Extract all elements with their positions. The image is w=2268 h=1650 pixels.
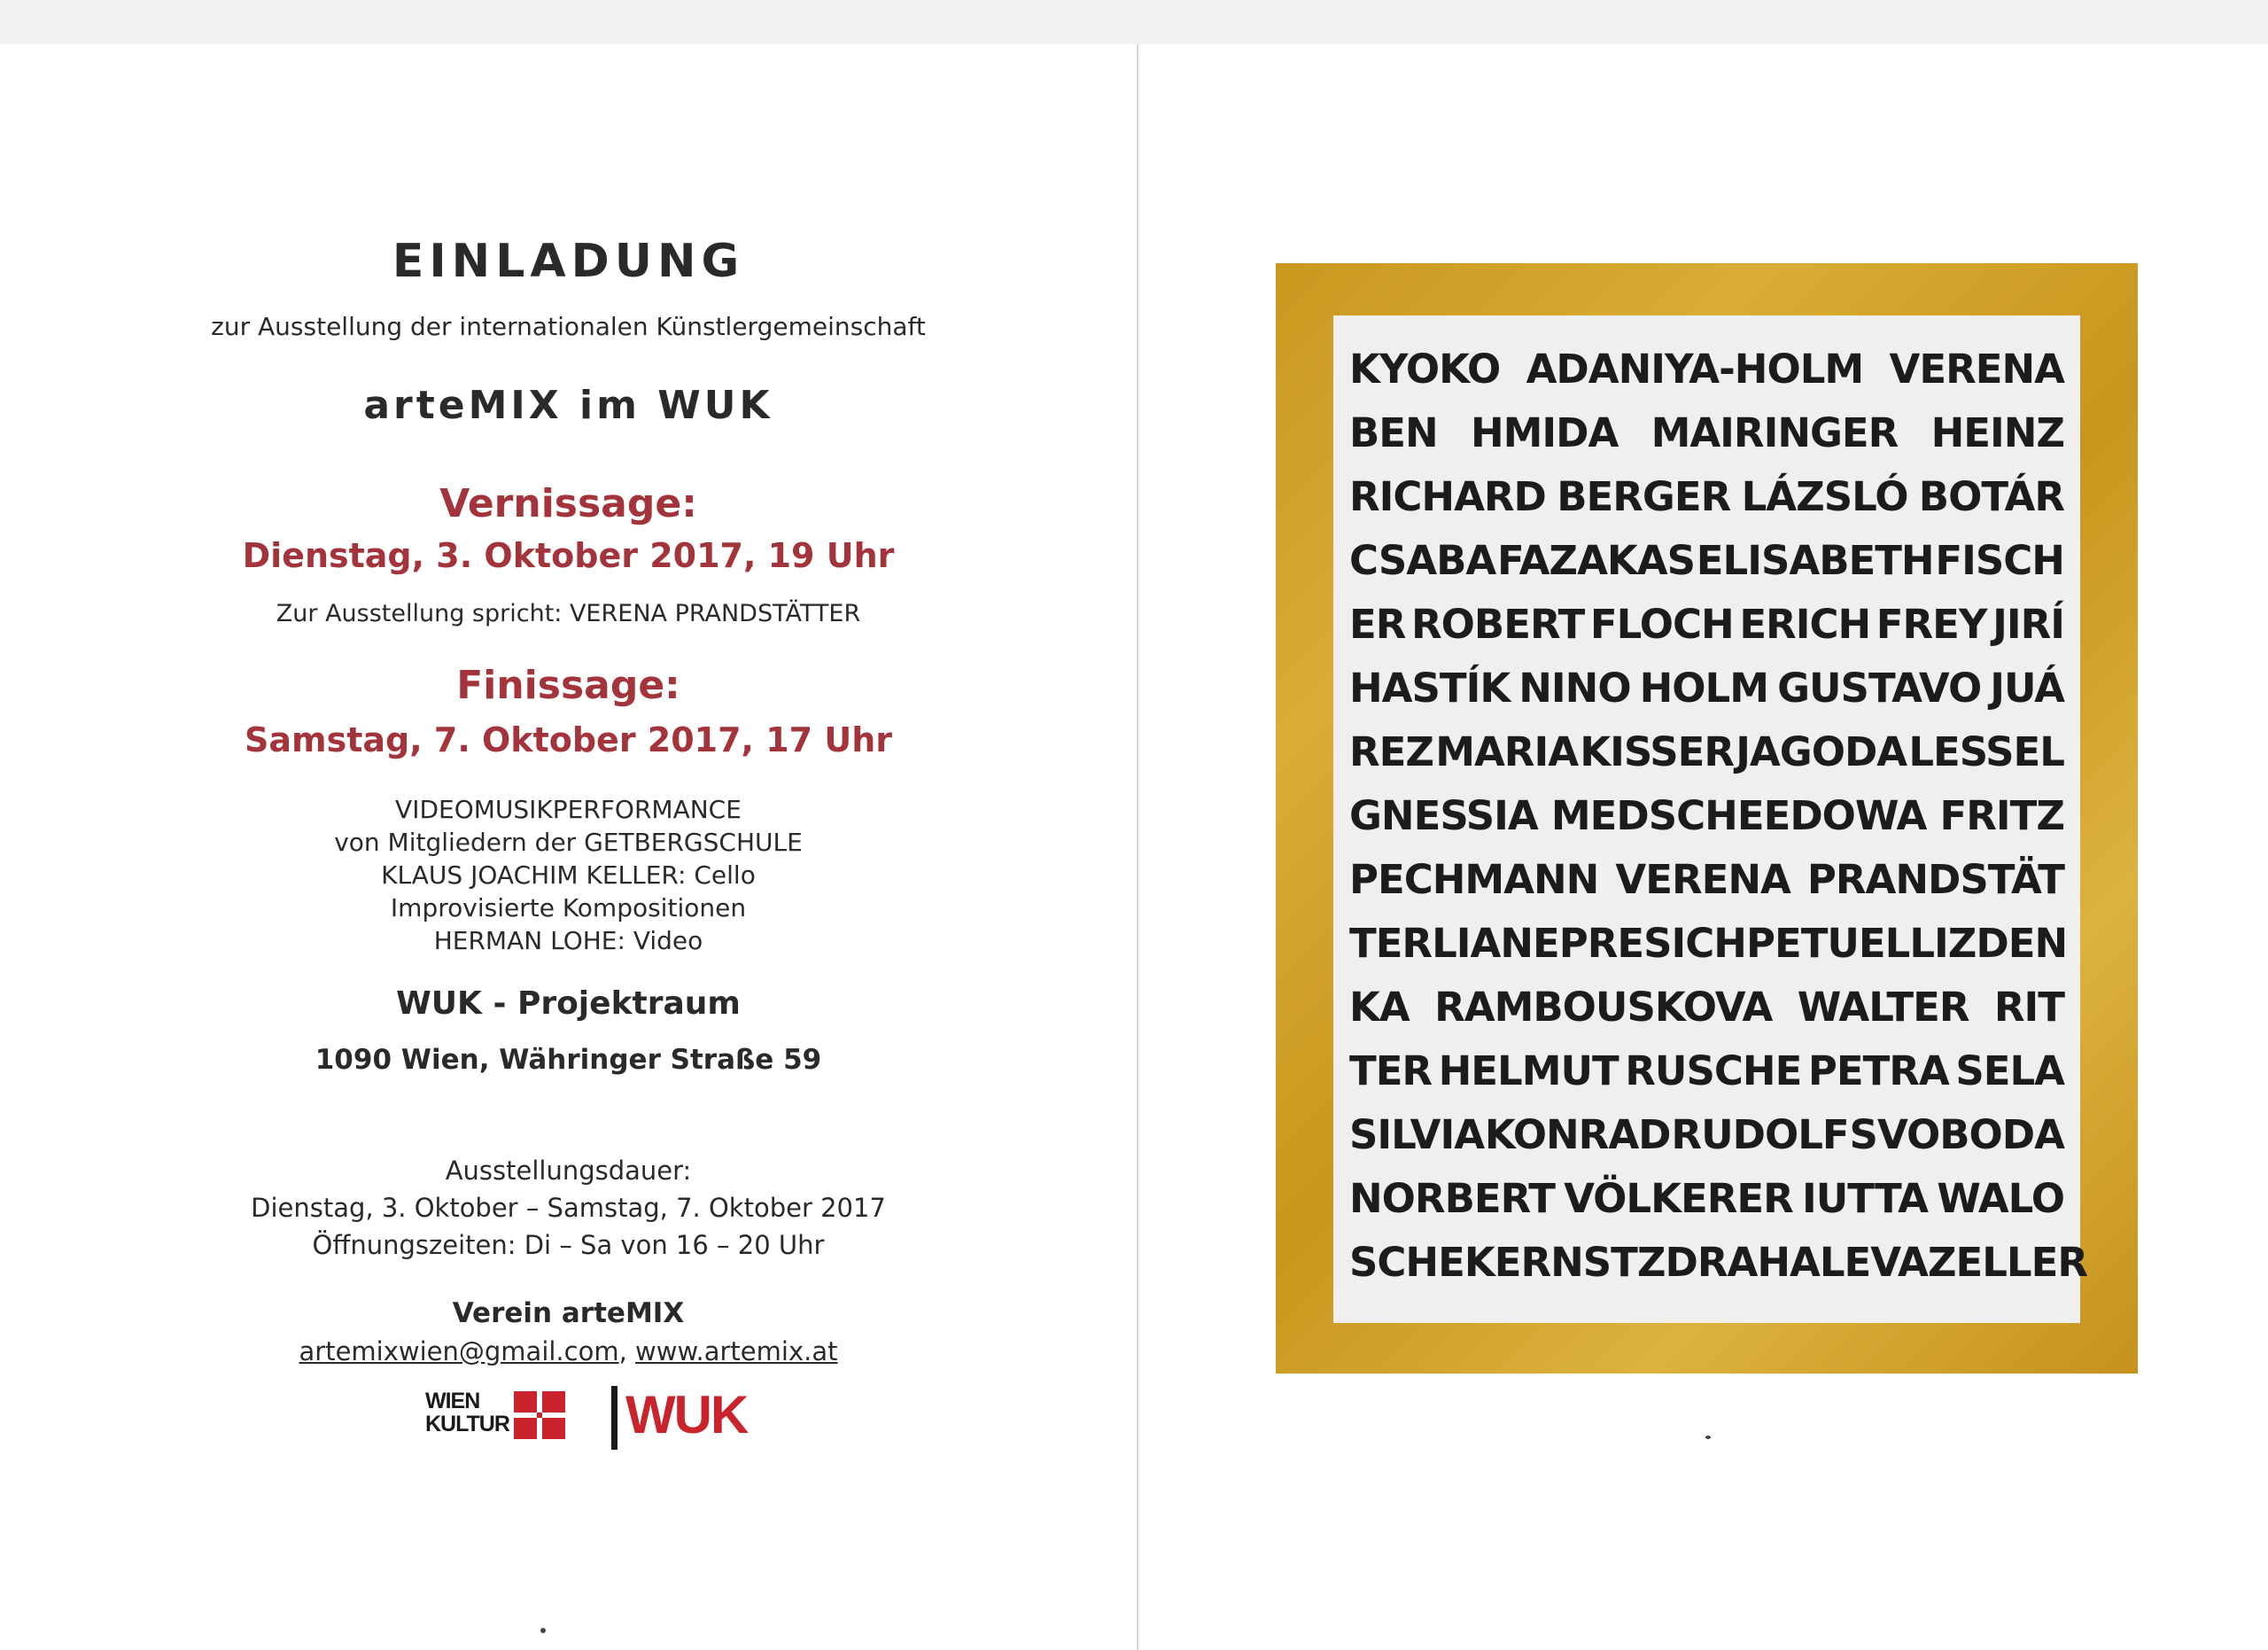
artists-line-text	[1349, 1047, 2064, 1094]
finissage-label: Finissage:	[456, 663, 680, 708]
scan-speck	[1705, 1436, 1711, 1439]
performance-line: VIDEOMUSIKPERFORMANCE	[395, 795, 742, 824]
scan-background	[0, 0, 2268, 44]
artists-line	[1349, 409, 2064, 456]
website-link[interactable]: www.artemix.at	[635, 1336, 838, 1366]
artists-line	[1349, 728, 2064, 775]
artist-word: PECHMANN	[1349, 856, 1599, 903]
artist-word: LÁZSLÓ	[1741, 473, 1908, 520]
artist-word: GUSTAVO	[1777, 665, 1982, 712]
finissage-date: Samstag, 7. Oktober 2017, 17 Uhr	[245, 720, 892, 759]
artists-line	[1349, 920, 2068, 967]
artists-line-text	[1349, 792, 2064, 839]
email-link[interactable]: artemixwien@gmail.com	[299, 1336, 619, 1366]
artists-line	[1349, 856, 2064, 903]
artist-word: JUÁ	[1990, 665, 2064, 712]
artist-word: VERENA	[1889, 346, 2064, 393]
artist-word: LESSEL	[1908, 728, 2064, 775]
duration-dates: Dienstag, 3. Oktober – Samstag, 7. Oktober 2017	[251, 1193, 886, 1223]
artist-word: RICHARD	[1349, 473, 1546, 520]
performance-line: Improvisierte Kompositionen	[390, 893, 747, 922]
artist-word: JAGODA	[1736, 728, 1907, 775]
artist-word: NORBERT	[1349, 1175, 1555, 1222]
contact-separator: ,	[618, 1336, 636, 1366]
artists-line	[1349, 346, 2064, 393]
association-name: Verein arteMIX	[452, 1297, 685, 1329]
scan-speck	[540, 1628, 546, 1633]
artist-word: RUDOLF	[1671, 1111, 1849, 1158]
artist-word: HELMUT	[1438, 1047, 1619, 1094]
artist-word: JIRÍ	[1992, 601, 2064, 648]
exhibition-duration	[0, 1152, 1137, 1264]
artist-word: ROBERT	[1411, 601, 1585, 648]
artist-word: BOTÁR	[1918, 473, 2064, 520]
artists-line	[1349, 1047, 2064, 1094]
artist-word: VÖLKERER	[1564, 1175, 1793, 1222]
artist-word: FISCH	[1935, 537, 2064, 584]
artist-word: NINO	[1518, 665, 1631, 712]
artist-word: ZDRAHAL	[1636, 1239, 1845, 1286]
artist-word: WALTER	[1797, 984, 1969, 1031]
artist-word: LIANE	[1432, 920, 1559, 967]
performance-info	[0, 793, 1137, 957]
invitation-title: EINLADUNG	[392, 235, 745, 288]
artist-word: IUTTA	[1801, 1175, 1929, 1222]
performance-line: von Mitgliedern der GETBERGSCHULE	[334, 828, 803, 857]
artists-line	[1349, 984, 2064, 1031]
artist-word: VERENA	[1615, 856, 1790, 903]
artist-word: PETRA	[1807, 1047, 1949, 1094]
artists-line-text	[1349, 473, 2064, 520]
artist-word: RIT	[1993, 984, 2064, 1031]
artist-word: FLOCH	[1589, 601, 1734, 648]
artist-word: FREY	[1876, 601, 1987, 648]
artist-word: PRESICH	[1558, 920, 1746, 967]
artist-word: GNESSIA	[1349, 792, 1538, 839]
artist-word: HASTÍK	[1349, 665, 1511, 712]
artists-line-text	[1349, 346, 2064, 393]
artist-word: HOLM	[1639, 665, 1769, 712]
artist-word: TER	[1349, 1047, 1433, 1094]
artist-word: RUSCHE	[1625, 1047, 1802, 1094]
artist-word: KISSER	[1580, 728, 1735, 775]
artists-line-text	[1349, 856, 2064, 903]
artist-word: KONRAD	[1484, 1111, 1671, 1158]
artists-line	[1349, 537, 2064, 584]
group-name: arteMIX im WUK	[363, 383, 773, 428]
venue-address: 1090 Wien, Währinger Straße 59	[315, 1044, 822, 1076]
artist-word: REZ	[1349, 728, 1434, 775]
speaker-line: Zur Ausstellung spricht: VERENA PRANDSTÄTTER	[276, 600, 861, 627]
artists-line-text	[1349, 984, 2064, 1031]
opening-hours: Öffnungszeiten: Di – Sa von 16 – 20 Uhr	[312, 1230, 825, 1260]
artist-word: MAIRINGER	[1651, 409, 1899, 456]
artists-line-text	[1349, 728, 2064, 775]
artist-word: RAMBOUSKOVA	[1434, 984, 1773, 1031]
artists-line	[1349, 792, 2064, 839]
artists-line	[1349, 601, 2064, 648]
artists-line-text	[1349, 1111, 2064, 1158]
performance-line: KLAUS JOACHIM KELLER: Cello	[381, 860, 756, 890]
artist-word: TER	[1349, 920, 1433, 967]
vernissage-date: Dienstag, 3. Oktober 2017, 19 Uhr	[242, 536, 895, 575]
artist-word: BERGER	[1557, 473, 1731, 520]
artists-line-text	[1349, 1239, 2087, 1286]
duration-label: Ausstellungsdauer:	[445, 1156, 692, 1186]
artists-line	[1349, 665, 2064, 712]
artist-word: ELISABETH	[1696, 537, 1934, 584]
invitation-subtitle: zur Ausstellung der internationalen Künstlergemeinschaft	[211, 312, 926, 341]
artist-word: FRITZ	[1939, 792, 2064, 839]
artist-word: SILVIA	[1349, 1111, 1485, 1158]
artist-word: MEDSCHEEDOWA	[1550, 792, 1927, 839]
artists-line	[1349, 473, 2064, 520]
wien-kultur-logo	[425, 1389, 509, 1436]
vernissage-label: Vernissage:	[439, 481, 697, 526]
artist-word: SCHEK	[1349, 1239, 1495, 1286]
artist-word: FAZAKAS	[1497, 537, 1695, 584]
artist-word: SVOBODA	[1849, 1111, 2064, 1158]
artists-line	[1349, 1111, 2064, 1158]
artists-line-text	[1349, 601, 2064, 648]
artist-word: ERICH	[1739, 601, 1871, 648]
artist-word: KYOKO	[1349, 346, 1501, 393]
artist-word: ADANIYA-HOLM	[1526, 346, 1864, 393]
artists-line	[1349, 1175, 2064, 1222]
artist-word: PRANDSTÄT	[1806, 856, 2064, 903]
artists-line	[1349, 1239, 2087, 1286]
artist-word: ER	[1349, 601, 1406, 648]
artist-word: HMIDA	[1470, 409, 1619, 456]
artist-word: MARIA	[1435, 728, 1579, 775]
artist-word: ERNST	[1494, 1239, 1637, 1286]
wien-kultur-flag-icon	[514, 1391, 565, 1439]
artists-line-text	[1349, 1175, 2064, 1222]
wuk-logo: WUK	[625, 1385, 748, 1444]
wien-kultur-logo-line1: WIEN	[425, 1389, 480, 1413]
sponsor-logos	[425, 1382, 748, 1453]
artists-line-text	[1349, 665, 2064, 712]
artist-word: CSABA	[1349, 537, 1496, 584]
wien-kultur-logo-line2: KULTUR	[425, 1412, 509, 1436]
artists-line-text	[1349, 409, 2064, 456]
artist-word: PETUELLI	[1745, 920, 1948, 967]
contact-line	[0, 1336, 1137, 1366]
artist-word: EVA	[1844, 1239, 1928, 1286]
artist-word: ZELLER	[1927, 1239, 2087, 1286]
artist-word: HEINZ	[1930, 409, 2064, 456]
artists-line-text	[1349, 920, 2068, 967]
artists-line-text	[1349, 537, 2064, 584]
venue-name: WUK - Projektraum	[396, 985, 741, 1022]
artist-word: ZDEN	[1947, 920, 2068, 967]
artist-word: BEN	[1349, 409, 1438, 456]
performance-line: HERMAN LOHE: Video	[433, 926, 703, 955]
artist-word: WALO	[1937, 1175, 2064, 1222]
wuk-logo-bar	[611, 1386, 617, 1450]
artist-word: SELA	[1955, 1047, 2064, 1094]
artist-word: KA	[1349, 984, 1410, 1031]
